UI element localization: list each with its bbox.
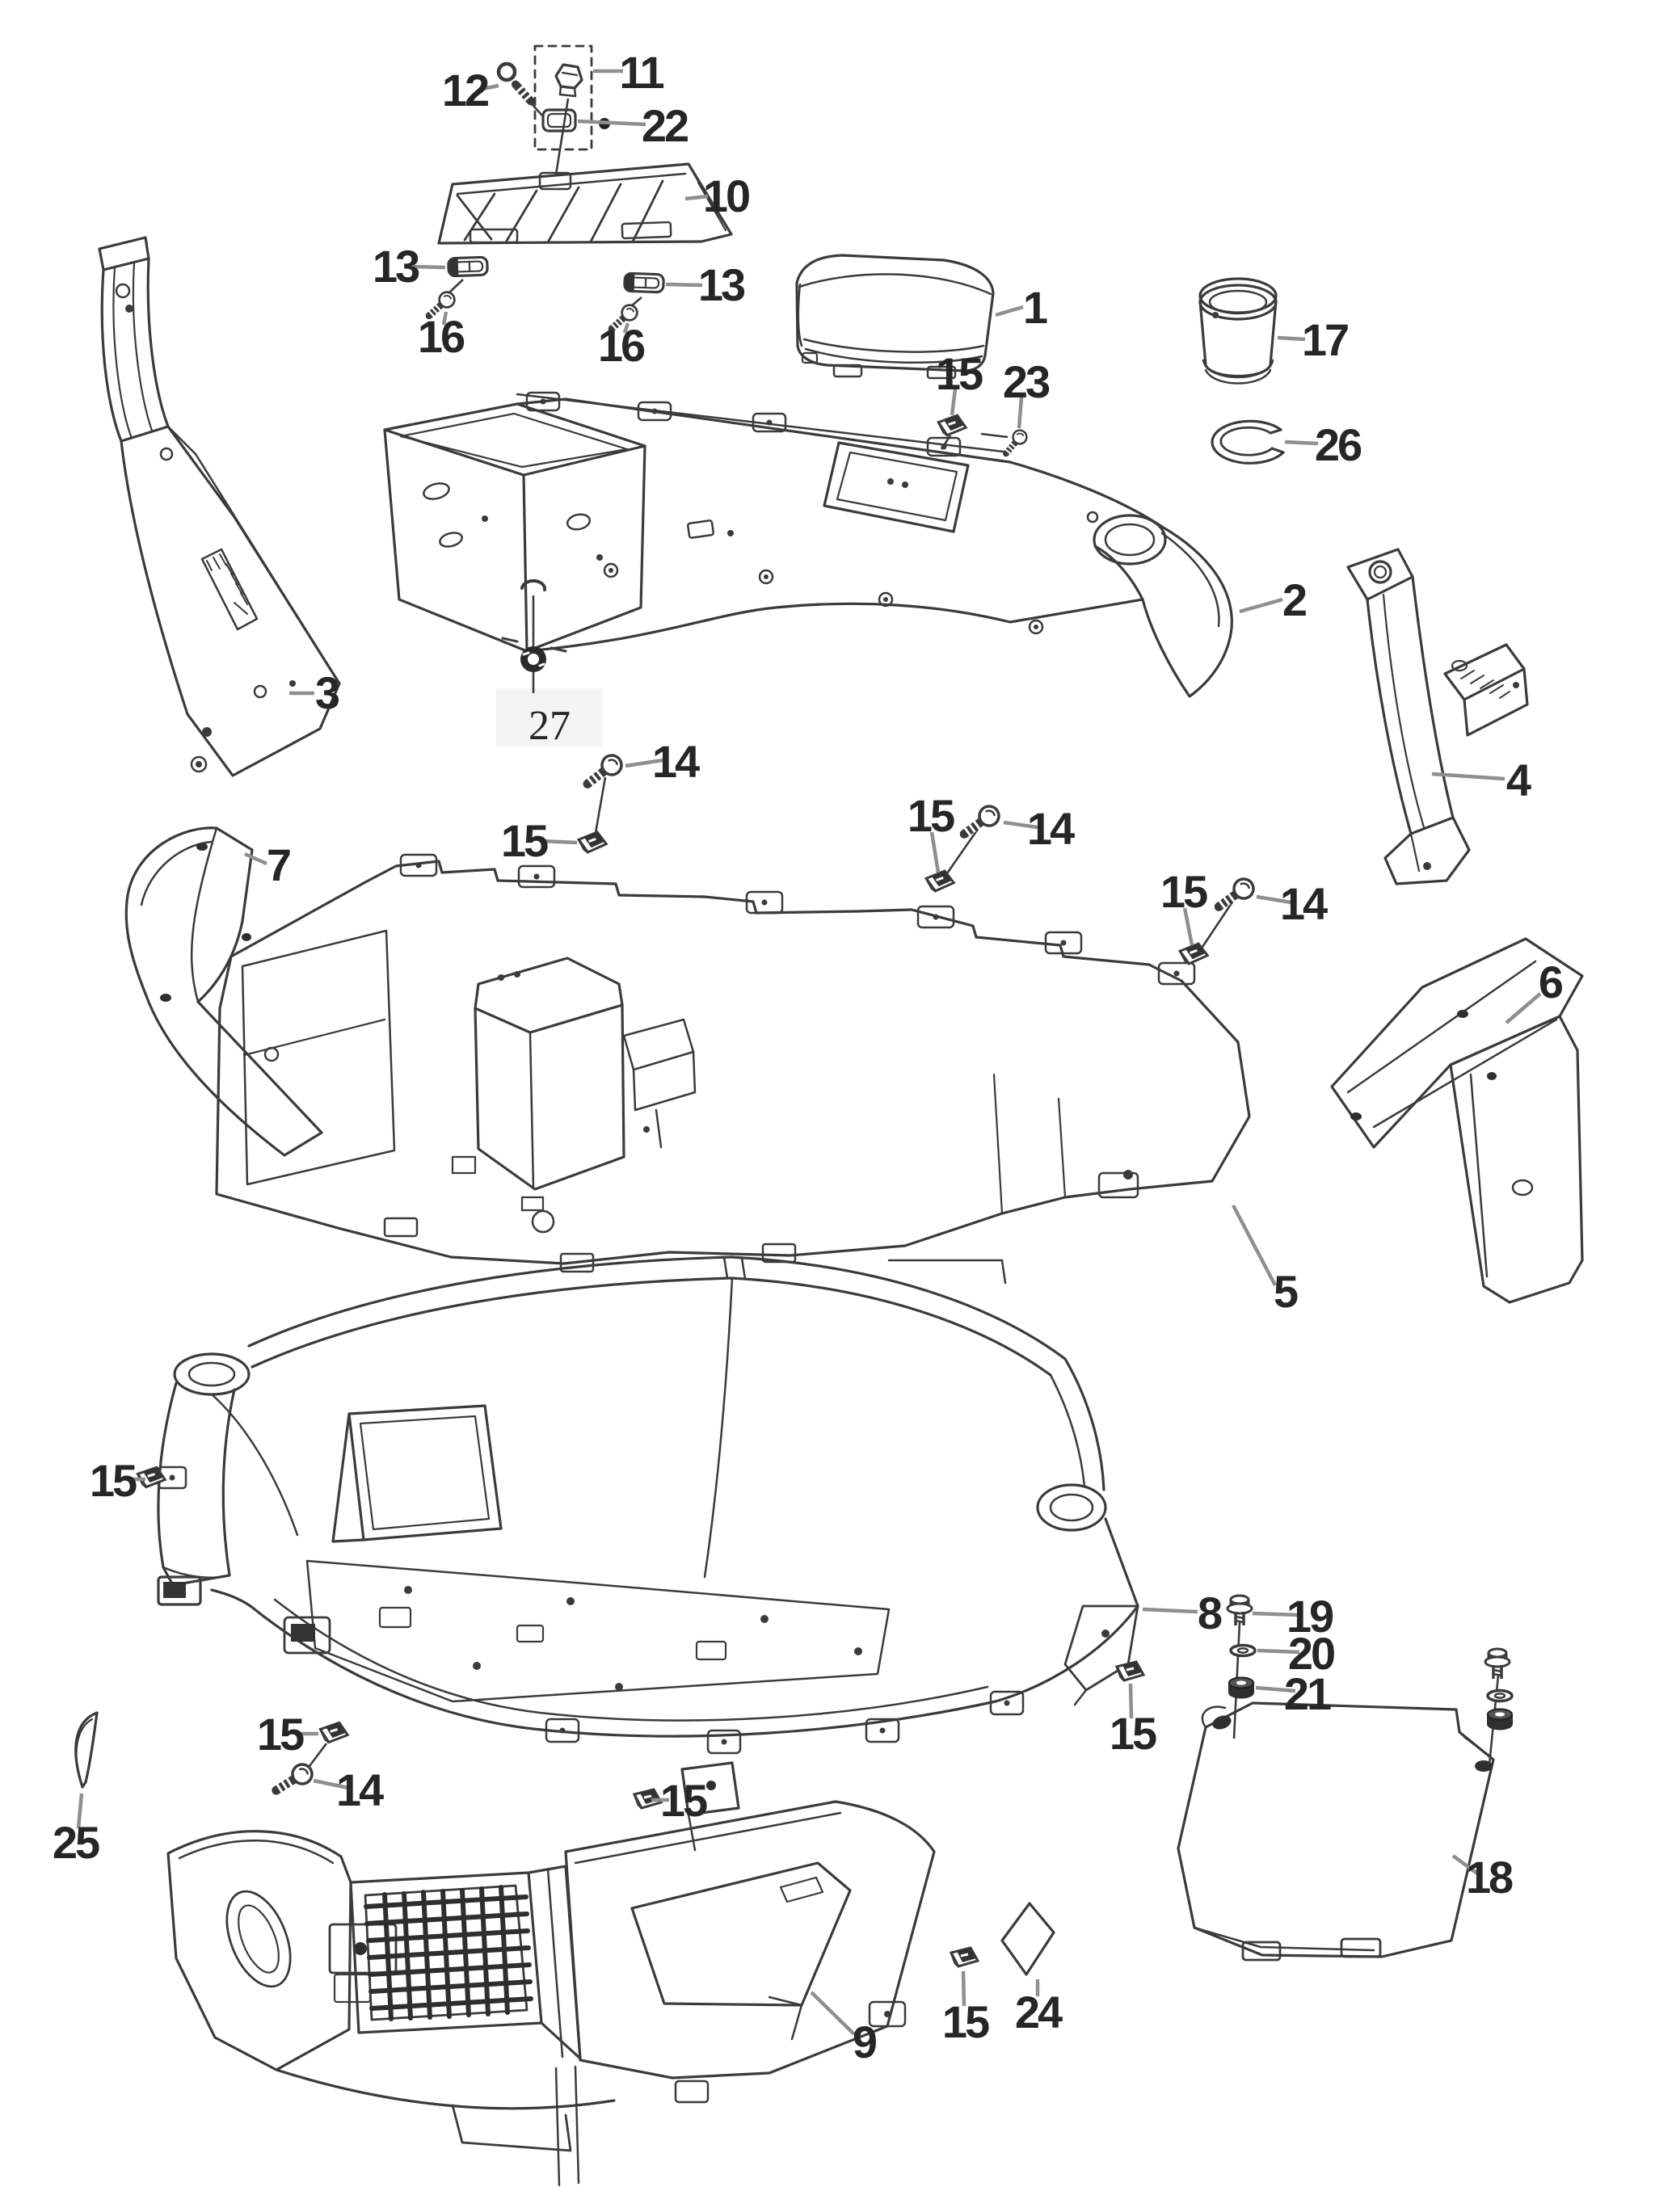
callout-label-22: 22: [641, 100, 688, 151]
callout-label-10: 10: [702, 170, 749, 221]
part-2-dashboard: [385, 393, 1232, 696]
bolt-fastener: [1228, 1596, 1252, 1625]
callout-label-14: 14: [1026, 803, 1073, 854]
screw-fastener: [272, 1756, 316, 1804]
callout-label-14: 14: [335, 1764, 382, 1815]
callout-leader-5: [1233, 1205, 1275, 1285]
bolt-fastener: [1485, 1649, 1510, 1679]
callout-label-15: 15: [500, 815, 547, 866]
part-22-pad: [543, 110, 610, 131]
callout-label-20: 20: [1287, 1628, 1334, 1679]
callout-label-1: 1: [1022, 282, 1046, 333]
callout-label-26: 26: [1314, 419, 1361, 470]
hook-fastener: [499, 64, 533, 104]
assembly-line: [981, 434, 1008, 437]
whiteout-patch: [880, 651, 933, 687]
callout-label-3: 3: [314, 667, 339, 718]
callout-label-15: 15: [935, 348, 982, 399]
callout-leader-13: [666, 284, 702, 285]
part-25-trim-strip: [76, 1713, 97, 1787]
callout-leader-22: [578, 121, 646, 124]
callout-leader-8: [1143, 1609, 1198, 1612]
callout-label-27: 27: [529, 703, 571, 749]
callout-label-15: 15: [1160, 866, 1207, 917]
part-8-front-fender: [158, 1257, 1138, 1753]
part-5-firewall-panel: [217, 855, 1249, 1272]
part-17-cup-holder: [1200, 279, 1276, 384]
callout-label-6: 6: [1538, 957, 1562, 1007]
callout-leader-6: [1506, 994, 1540, 1023]
callout-leader-15: [541, 841, 577, 843]
callout-leader-9: [811, 1992, 854, 2034]
part-13-bezel-left: [448, 257, 488, 276]
callout-label-15: 15: [256, 1709, 303, 1760]
callout-label-17: 17: [1301, 314, 1348, 365]
part-9-front-bumper: [168, 1763, 934, 2185]
part-13-bezel-right: [625, 273, 664, 292]
callout-label-15: 15: [907, 790, 954, 841]
callout-label-11: 11: [619, 47, 663, 98]
nut-fastener: [1229, 1678, 1253, 1698]
callout-label-4: 4: [1506, 755, 1530, 805]
screw-fastener: [1214, 872, 1257, 919]
screw-fastener: [1003, 427, 1028, 458]
callout-label-9: 9: [852, 2016, 876, 2067]
clip-fastener: [320, 1722, 348, 1743]
callout-label-16: 16: [417, 311, 464, 362]
callout-label-24: 24: [1014, 1987, 1061, 2037]
callout-leader-2: [1240, 599, 1282, 612]
clip-fastener: [1117, 1662, 1143, 1680]
callout-label-15: 15: [1109, 1708, 1156, 1759]
part-4-right-bracket: [1348, 549, 1527, 884]
callout-label-19: 19: [1286, 1591, 1333, 1642]
callout-leader-1: [996, 307, 1023, 315]
part-18-side-panel: [1178, 1703, 1493, 1960]
clip-fastener: [925, 870, 954, 892]
callout-label-21: 21: [1283, 1668, 1330, 1719]
callout-leader-7: [245, 854, 267, 864]
callout-label-2: 2: [1282, 574, 1306, 625]
callout-label-12: 12: [441, 65, 488, 116]
screw-fastener: [959, 799, 1002, 847]
clip-fastener: [938, 414, 966, 435]
assembly-line: [310, 1743, 326, 1766]
clip-fastener: [578, 831, 607, 853]
part-26-snap-ring: [1212, 421, 1283, 463]
callout-label-13: 13: [697, 259, 744, 310]
clip-fastener: [951, 1948, 978, 1966]
washer-fastener: [1231, 1646, 1255, 1656]
callout-label-16: 16: [597, 320, 644, 371]
callout-label-15: 15: [941, 1996, 988, 2047]
callout-label-18: 18: [1465, 1852, 1512, 1903]
washer-fastener: [1488, 1691, 1512, 1701]
callout-label-15: 15: [659, 1775, 706, 1826]
callout-leader-26: [1285, 442, 1318, 444]
callout-label-13: 13: [372, 241, 419, 292]
callout-label-5: 5: [1273, 1266, 1297, 1317]
callout-label-14: 14: [1279, 878, 1326, 929]
nut-fastener: [1488, 1709, 1512, 1730]
assembly-line: [596, 777, 605, 833]
callout-label-25: 25: [52, 1817, 99, 1868]
callout-label-14: 14: [651, 736, 698, 787]
part-24-decal: [1002, 1903, 1054, 1974]
callout-label-7: 7: [266, 839, 290, 890]
part-10-hood-vent: [439, 164, 731, 243]
assembly-line: [449, 280, 463, 292]
callout-label-15: 15: [89, 1455, 136, 1506]
callout-label-23: 23: [1002, 356, 1049, 407]
callout-label-8: 8: [1197, 1588, 1221, 1638]
